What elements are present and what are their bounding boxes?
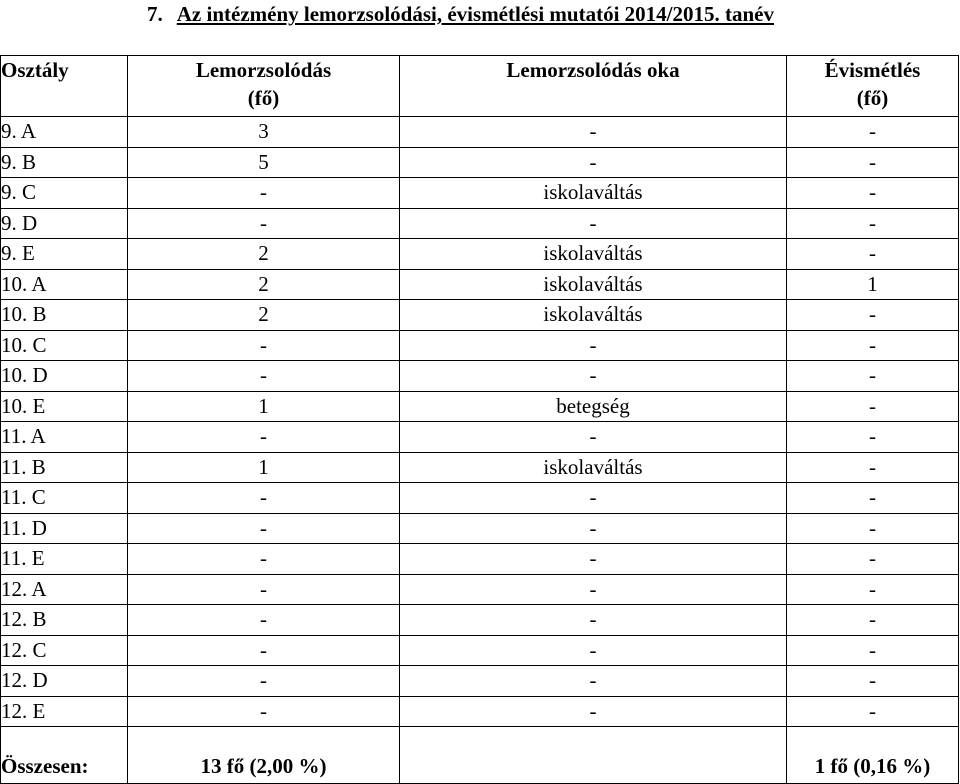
row-repeat: - bbox=[787, 391, 959, 422]
table-row bbox=[1, 513, 959, 544]
total-row bbox=[1, 749, 959, 784]
row-class: 12. C bbox=[1, 635, 128, 666]
row-reason: iskolaváltás bbox=[400, 178, 787, 209]
row-class: 10. B bbox=[1, 300, 128, 331]
row-dropout: - bbox=[128, 574, 400, 605]
row-reason: - bbox=[400, 605, 787, 636]
row-class: 10. C bbox=[1, 330, 128, 361]
row-reason: iskolaváltás bbox=[400, 452, 787, 483]
header-reason: Lemorzsolódás oka bbox=[400, 56, 787, 117]
row-repeat: - bbox=[787, 300, 959, 331]
dropout-table bbox=[0, 55, 959, 784]
row-reason: iskolaváltás bbox=[400, 269, 787, 300]
total-reason-empty bbox=[400, 749, 787, 784]
row-class: 11. B bbox=[1, 452, 128, 483]
row-repeat: - bbox=[787, 605, 959, 636]
row-dropout: - bbox=[128, 635, 400, 666]
row-class: 9. B bbox=[1, 147, 128, 178]
row-dropout: - bbox=[128, 361, 400, 392]
row-class: 11. E bbox=[1, 544, 128, 575]
row-repeat: 1 bbox=[787, 269, 959, 300]
section-number: 7. bbox=[147, 2, 163, 26]
row-repeat: - bbox=[787, 574, 959, 605]
row-dropout: - bbox=[128, 422, 400, 453]
row-repeat: - bbox=[787, 635, 959, 666]
row-repeat: - bbox=[787, 330, 959, 361]
document-title bbox=[147, 2, 774, 27]
row-class: 10. A bbox=[1, 269, 128, 300]
row-dropout: 2 bbox=[128, 269, 400, 300]
row-reason: iskolaváltás bbox=[400, 239, 787, 270]
table-row bbox=[1, 544, 959, 575]
table-row bbox=[1, 483, 959, 514]
row-class: 10. D bbox=[1, 361, 128, 392]
table-row bbox=[1, 574, 959, 605]
table-row bbox=[1, 696, 959, 727]
row-repeat: - bbox=[787, 483, 959, 514]
row-dropout: - bbox=[128, 330, 400, 361]
table-row bbox=[1, 635, 959, 666]
row-repeat: - bbox=[787, 513, 959, 544]
row-dropout: 3 bbox=[128, 117, 400, 148]
table-row bbox=[1, 605, 959, 636]
row-class: 9. A bbox=[1, 117, 128, 148]
table-row bbox=[1, 361, 959, 392]
row-class: 9. E bbox=[1, 239, 128, 270]
row-reason: - bbox=[400, 513, 787, 544]
row-repeat: - bbox=[787, 147, 959, 178]
row-reason: - bbox=[400, 117, 787, 148]
row-reason: - bbox=[400, 483, 787, 514]
row-reason: - bbox=[400, 544, 787, 575]
row-class: 12. E bbox=[1, 696, 128, 727]
row-dropout: - bbox=[128, 208, 400, 239]
row-class: 12. B bbox=[1, 605, 128, 636]
table-row bbox=[1, 422, 959, 453]
row-class: 11. D bbox=[1, 513, 128, 544]
table-body bbox=[1, 117, 959, 727]
row-dropout: - bbox=[128, 178, 400, 209]
table-row bbox=[1, 117, 959, 148]
row-reason: - bbox=[400, 208, 787, 239]
total-repeat: 1 fő (0,16 %) bbox=[787, 749, 959, 784]
row-repeat: - bbox=[787, 544, 959, 575]
row-dropout: - bbox=[128, 666, 400, 697]
row-reason: - bbox=[400, 696, 787, 727]
row-dropout: 5 bbox=[128, 147, 400, 178]
table-row bbox=[1, 208, 959, 239]
table-row bbox=[1, 391, 959, 422]
row-dropout: - bbox=[128, 483, 400, 514]
row-reason: - bbox=[400, 574, 787, 605]
header-repeat: Évismétlés (fő) bbox=[787, 56, 959, 117]
row-reason: - bbox=[400, 147, 787, 178]
table-row bbox=[1, 269, 959, 300]
row-reason: betegség bbox=[400, 391, 787, 422]
row-class: 12. A bbox=[1, 574, 128, 605]
row-class: 12. D bbox=[1, 666, 128, 697]
title-text: Az intézmény lemorzsolódási, évismétlési mutatói 2014/2015. tanév bbox=[176, 2, 774, 26]
row-repeat: - bbox=[787, 666, 959, 697]
table-row bbox=[1, 666, 959, 697]
row-reason: - bbox=[400, 330, 787, 361]
row-dropout: 1 bbox=[128, 452, 400, 483]
row-reason: - bbox=[400, 635, 787, 666]
row-dropout: - bbox=[128, 696, 400, 727]
header-dropout: Lemorzsolódás (fő) bbox=[128, 56, 400, 117]
row-reason: - bbox=[400, 361, 787, 392]
row-class: 11. A bbox=[1, 422, 128, 453]
table-row bbox=[1, 452, 959, 483]
table-row bbox=[1, 300, 959, 331]
row-dropout: 2 bbox=[128, 239, 400, 270]
total-label: Összesen: bbox=[1, 749, 128, 784]
row-repeat: - bbox=[787, 239, 959, 270]
total-dropout: 13 fő (2,00 %) bbox=[128, 749, 400, 784]
table-row bbox=[1, 178, 959, 209]
row-repeat: - bbox=[787, 178, 959, 209]
row-class: 11. C bbox=[1, 483, 128, 514]
row-reason: iskolaváltás bbox=[400, 300, 787, 331]
row-reason: - bbox=[400, 422, 787, 453]
row-repeat: - bbox=[787, 208, 959, 239]
header-class: Osztály bbox=[1, 56, 128, 117]
row-dropout: - bbox=[128, 513, 400, 544]
row-repeat: - bbox=[787, 361, 959, 392]
row-class: 10. E bbox=[1, 391, 128, 422]
row-dropout: - bbox=[128, 544, 400, 575]
row-dropout: 2 bbox=[128, 300, 400, 331]
row-dropout: 1 bbox=[128, 391, 400, 422]
row-class: 9. C bbox=[1, 178, 128, 209]
row-repeat: - bbox=[787, 117, 959, 148]
total-spacer-row bbox=[1, 727, 959, 750]
row-repeat: - bbox=[787, 452, 959, 483]
table-row bbox=[1, 147, 959, 178]
table-header-row bbox=[1, 56, 959, 117]
row-reason: - bbox=[400, 666, 787, 697]
table-row bbox=[1, 239, 959, 270]
table-row bbox=[1, 330, 959, 361]
row-repeat: - bbox=[787, 422, 959, 453]
row-dropout: - bbox=[128, 605, 400, 636]
row-class: 9. D bbox=[1, 208, 128, 239]
row-repeat: - bbox=[787, 696, 959, 727]
